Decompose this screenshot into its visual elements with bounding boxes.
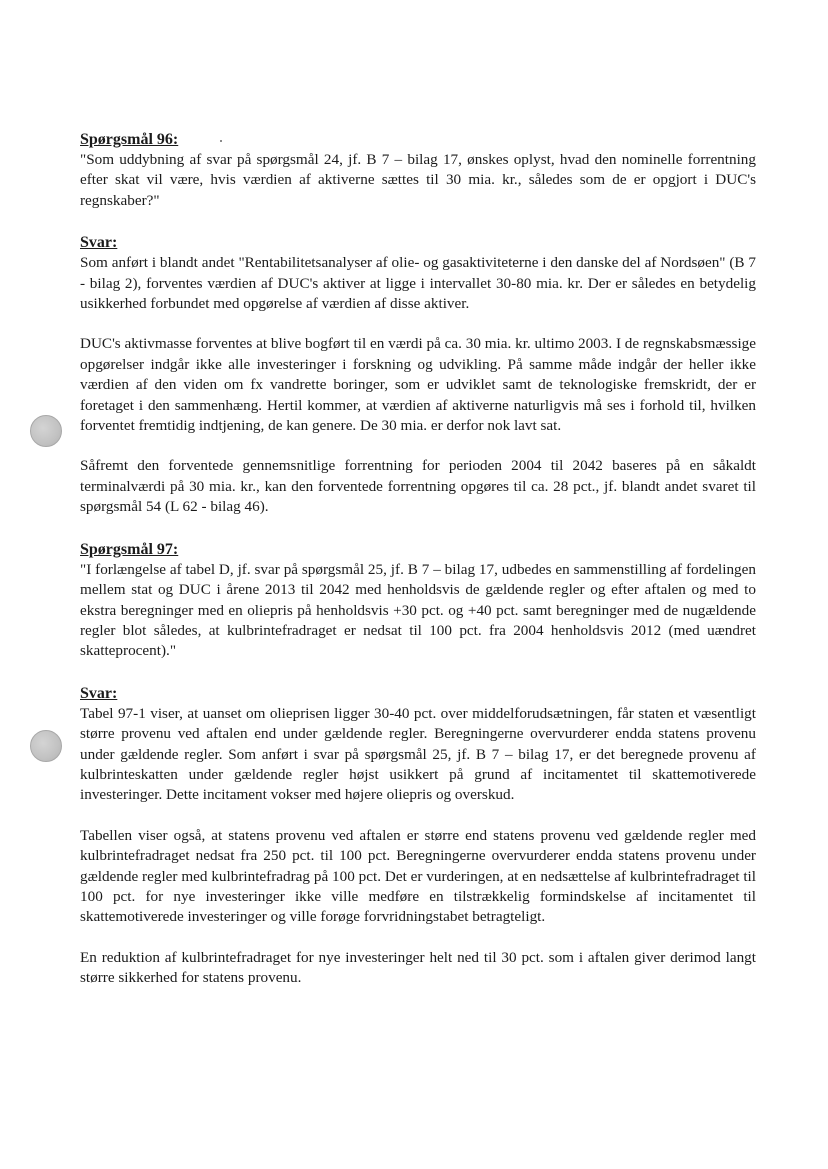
answer-96-paragraph-1: Som anført i blandt andet "Rentabilitetsanalyser af olie- og gasaktiviteterne i den danske del af Nordsøen" (B 7 - bilag 2), forventes værdien af DUC's aktiver at ligge i intervallet 30-80 mia. kr. Der er således en betydelig usikkerhed forbundet med opgørelse af værdien af disse aktiver.: [80, 254, 756, 313]
question-96: [80, 130, 756, 211]
answer-96-paragraph-2: DUC's aktivmasse forventes at blive bogført til en værdi på ca. 30 mia. kr. ultimo 2003. I de regnskabsmæssige opgørelser indgår ikke alle investeringer i forskning og udvikling. På samme måde indgår der heller ikke værdien af den viden om fx vandrette boringer, som er udviklet samt de teknologiske fremskridt, der er foretaget i den sammenhæng. Hertil kommer, at værdien af aktiverne naturligvis må ses i forhold til, hvilken forventet fremtidig indtjening, de kan genere. De 30 mia. er derfor nok lavt sat.: [80, 335, 756, 435]
punch-hole-top: [30, 415, 62, 447]
question-96-text: "Som uddybning af svar på spørgsmål 24, jf. B 7 – bilag 17, ønskes oplyst, hvad den nominelle forrentning efter skat vil være, hvis værdien af aktiverne sættes til 30 mia. kr., således som de er opgjort i DUC's regnskaber?": [80, 151, 756, 209]
answer-96-paragraph-3: Såfremt den forventede gennemsnitlige forrentning for perioden 2004 til 2042 baseres på en såkaldt terminalværdi på 30 mia. kr., kan den forventede forrentning opgøres til ca. 28 pct., jf. blandt andet svaret til spørgsmål 54 (L 62 - bilag 46).: [80, 457, 756, 516]
question-97: [80, 540, 756, 662]
question-97-heading: Spørgsmål 97:: [80, 540, 179, 558]
answer-97: [80, 684, 756, 989]
answer-97-heading: Svar:: [80, 684, 118, 702]
answer-96: [80, 233, 756, 517]
punch-hole-bottom: [30, 730, 62, 762]
question-96-heading: Spørgsmål 96:: [80, 131, 179, 148]
answer-97-paragraph-3: En reduktion af kulbrintefradraget for nye investeringer helt ned til 30 pct. som i aftalen giver derimod langt større sikkerhed for statens provenu.: [80, 948, 756, 987]
document-page: [80, 130, 756, 989]
question-97-text: "I forlængelse af tabel D, jf. svar på spørgsmål 25, jf. B 7 – bilag 17, udbedes en sammenstilling af fordelingen mellem stat og DUC i årene 2013 til 2042 med henholdsvis de gældende regler og efter aftalen og med to ekstra beregninger med en oliepris på henholdsvis +30 pct. og +40 pct. samt beregninger med de nugældende regler blot således, at kulbrintefradraget er nedsat til 100 pct. fra 2004 henholdsvis 2012 (med uændret skatteprocent).": [80, 560, 756, 660]
answer-97-paragraph-2: Tabellen viser også, at statens provenu ved aftalen er større end statens provenu ved gældende regler med kulbrintefradraget nedsat fra 250 pct. til 100 pct. Beregningerne overvurderer endda statens provenu under gældende regler med kulbrintefradrag på 100 pct. Det er vurderingen, at en nedsættelse af kulbrintefradraget til 100 pct. for nye investeringer ikke ville medføre en tilstrækkelig formindskelse af incitamentet til skattemotiverede investeringer og ville forøge forvridningstabet betragteligt.: [80, 826, 756, 926]
answer-97-paragraph-1: Tabel 97-1 viser, at uanset om olieprisen ligger 30-40 pct. over middelforudsætningen, får staten et væsentligt større provenu ved aftalen end under gældende regler. Beregningerne overvurderer endda statens provenu under gældende regler. Som anført i svar på spørgsmål 25, jf. B 7 – bilag 17, er det beregnede provenu af kulbrinteskatten under gældende regler højst usikkert på grund af incitamentet til skattemotiverede investeringer. Dette incitament vokser med højere oliepris og overskud.: [80, 704, 756, 804]
answer-96-heading: Svar:: [80, 234, 118, 252]
